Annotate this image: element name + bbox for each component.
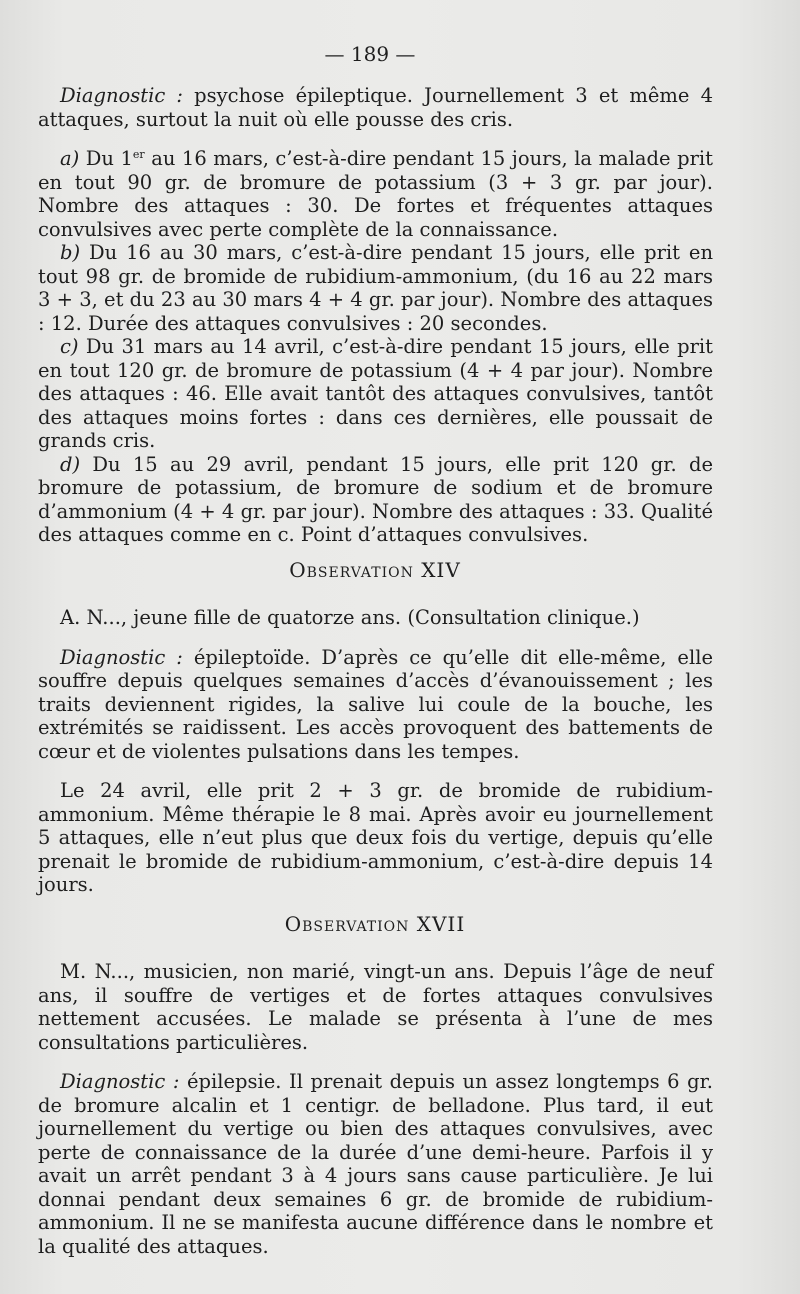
marker-b: b): [60, 241, 81, 264]
obs17-intro: M. N..., musicien, non marié, vingt-un ans. Depuis l’âge de neuf ans, il souffre de vertiges et de fortes attaques convulsives nettement accusées. Le malade se présenta à l’une de mes consultations particulières.: [38, 960, 713, 1054]
diagnostic-text: psychose épileptique. Journellement 3 et même 4 attaques, surtout la nuit où elle pousse des cris.: [38, 84, 713, 131]
obs17-diagnostic: Diagnostic : épilepsie. Il prenait depuis un assez longtemps 6 gr. de bromure alcalin et 1 centigr. de belladone. Plus tard, il eut journellement du vertige ou bien des attaques convulsives, avec perte de connaissance de la durée d’une demi-heure. Parfois il y avait un arrêt pendant 3 à 4 jours sans cause particulière. Je lui donnai pendant deux semaines 6 gr. de bromide de rubidium-ammonium. Il ne se manifesta aucune différence dans le nombre et la qualité des attaques.: [38, 1070, 713, 1258]
observation-xiv-body: [38, 606, 713, 897]
observation-xvii-heading: Observation XVII: [284, 912, 466, 936]
marker-a: a): [60, 147, 80, 170]
observation-xvii-body: [38, 960, 713, 1258]
case-continuation: [38, 84, 713, 547]
marker-d: d): [60, 452, 81, 476]
obs14-diagnostic: Diagnostic : épileptoïde. D’après ce qu’elle dit elle-même, elle souffre depuis quelques semaines d’accès d’évanouissement ; les traits deviennent rigides, la salive lui coule de la bouche, les extrémités se raidissent. Les accès provoquent des battements de cœur et de violentes pulsations dans les tempes.: [38, 645, 713, 763]
obs17-diagnostic-label: Diagnostic :: [60, 1070, 180, 1093]
diagnostic-paragraph: [38, 84, 713, 131]
superscript-er: er: [132, 148, 145, 161]
marker-c: c): [60, 335, 79, 358]
obs14-diagnostic-label: Diagnostic :: [60, 645, 183, 669]
obs14-treatment: Le 24 avril, elle prit 2 + 3 gr. de bromide de rubidium-ammonium. Même thérapie le 8 mai. Après avoir eu journellement 5 attaques, elle n’eut plus que deux fois du vertige, depuis qu’elle prenait le bromide de rubidium-ammonium, c’est-à-dire depuis 14 jours.: [38, 779, 713, 896]
page-number: — 189 —: [324, 42, 416, 66]
treatment-b-paragraph: b) Du 16 au 30 mars, c’est-à-dire pendant 15 jours, elle prit en tout 98 gr. de bromide de rubidium-ammonium, (du 16 au 22 mars 3 + 3, et du 23 au 30 mars 4 + 4 gr. par jour). Nombre des attaques : 12. Durée des attaques convulsives : 20 secondes.: [38, 241, 713, 335]
treatment-d-paragraph: d) Du 15 au 29 avril, pendant 15 jours, elle prit 120 gr. de bromure de potassium, de bromure de sodium et de bromure d’ammonium (4 + 4 gr. par jour). Nombre des attaques : 33. Qualité des attaques comme en c. Point d’attaques convulsives.: [38, 452, 713, 546]
treatment-c-paragraph: c) Du 31 mars au 14 avril, c’est-à-dire pendant 15 jours, elle prit en tout 120 gr. de bromure de potassium (4 + 4 par jour). Nombre des attaques : 46. Elle avait tantôt des attaques convulsives, tantôt des attaques moins fortes : dans ces dernières, elle poussait de grands cris.: [38, 335, 713, 452]
treatment-a-paragraph: a) Du 1er au 16 mars, c’est-à-dire pendant 15 jours, la malade prit en tout 90 gr. de bromure de potassium (3 + 3 gr. par jour). Nombre des attaques : 30. De fortes et fréquentes attaques convulsives avec perte complète de la connaissance.: [38, 147, 713, 241]
obs14-intro: A. N..., jeune fille de quatorze ans. (Consultation clinique.): [60, 606, 640, 629]
diagnostic-label: Diagnostic :: [60, 84, 184, 107]
observation-xiv-heading: Observation XIV: [289, 558, 461, 582]
